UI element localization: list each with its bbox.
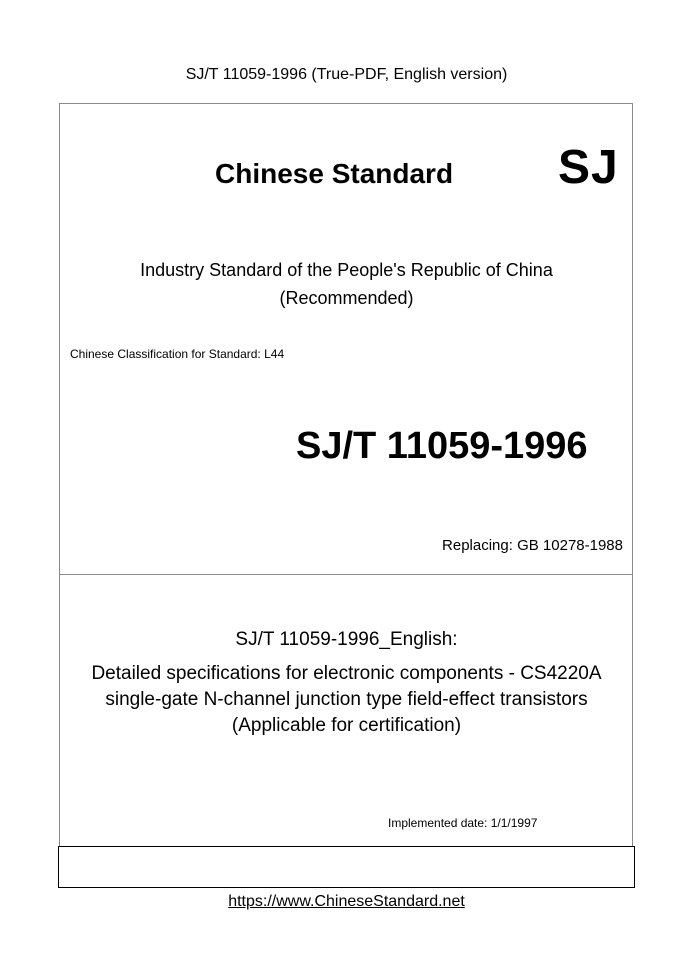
classification-label: Chinese Classification for Standard: L44 — [70, 347, 285, 361]
title-line-2: Detailed specifications for electronic components - CS4220A — [91, 663, 602, 684]
implemented-date: Implemented date: 1/1/1997 — [388, 816, 538, 830]
title-line-4: (Applicable for certification) — [231, 715, 462, 736]
document-header-line: SJ/T 11059-1996 (True-PDF, English version) — [185, 66, 508, 83]
standard-series-mark: SJ — [558, 141, 619, 194]
title-line-3: single-gate N-channel junction type field-effect transistors — [105, 689, 588, 710]
recommended-label: (Recommended) — [279, 288, 414, 308]
cover-heading: Chinese Standard — [215, 158, 454, 189]
industry-standard-line: Industry Standard of the People's Republic of China — [140, 260, 553, 280]
cover-empty-footer-box — [58, 846, 635, 888]
website-link[interactable]: https://www.ChineseStandard.net — [228, 893, 465, 910]
standard-number: SJ/T 11059-1996 — [296, 425, 588, 467]
replacing-label: Replacing: GB 10278-1988 — [442, 537, 623, 554]
title-line-1: SJ/T 11059-1996_English: — [235, 629, 458, 650]
